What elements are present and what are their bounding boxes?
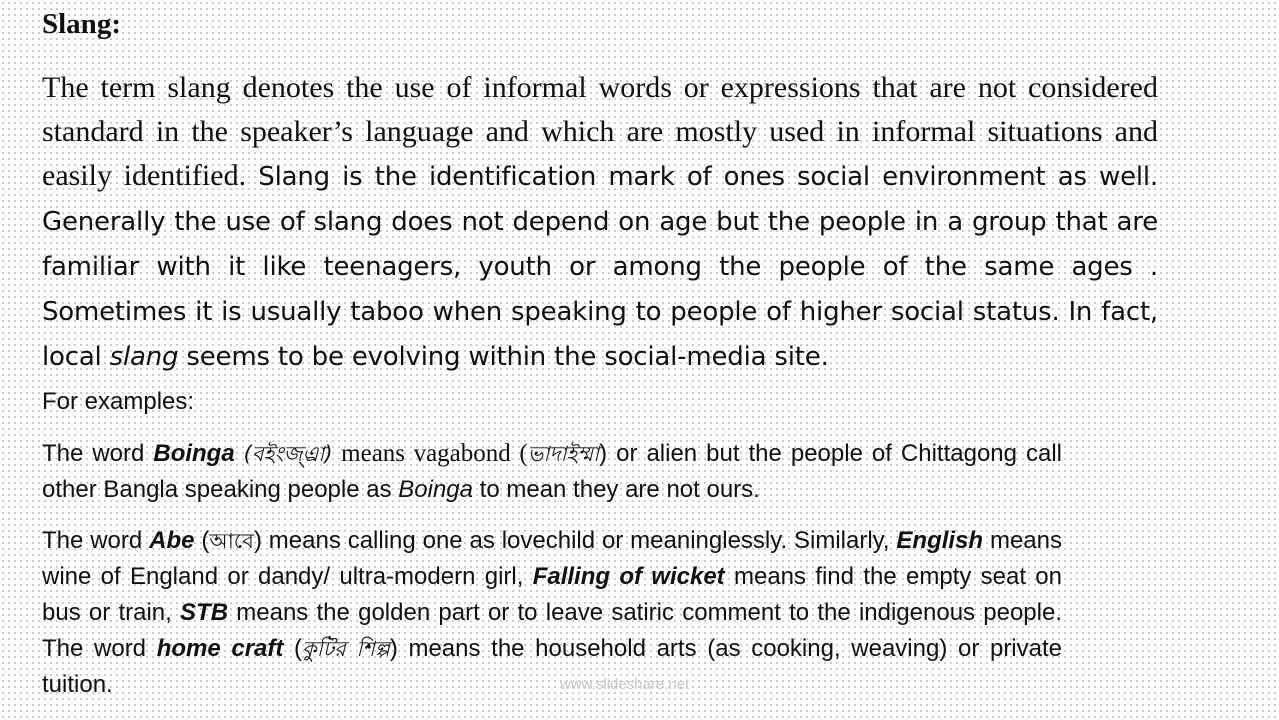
ex2-text-1: The word [42,527,150,554]
ex1-bangla-1: (বইংজ্এ্রা) [234,442,333,466]
ex1-text-2: means vagabond ( [332,440,528,467]
ex2-text-8: ) means the household arts (as cooking, weaving) or private tuition. [42,635,1062,698]
intro-paragraph [42,66,1158,379]
ex2-text-6: means the golden part or to leave satiric comment to the indigenous people. The word [42,599,1062,662]
ex2-term-english: English [896,527,984,554]
ex2-term-abe: Abe [149,527,195,554]
slide-title: Slang: [42,8,121,40]
ex1-text-1: The word [42,440,154,467]
ex2-text-7: ( [283,635,303,662]
ex2-text-2: ( [194,527,210,554]
ex1-text-3: ) or alien but the people of Chittagong call other Bangla speaking people as [42,440,1062,503]
ex1-term-boinga: Boinga [153,440,235,467]
example-abe [42,523,1062,703]
example-boinga [42,436,1062,508]
ex2-bangla-1: আবে [209,529,254,553]
ex2-text-5: means find the empty seat on bus or train, [42,563,1062,626]
intro-part-1: The term slang denotes the use of informal words or expressions that are not considered standard in the speaker’s language and which are mostly used in informal situations and easily identified. [42,71,1158,192]
ex2-text-4: means wine of England or dandy/ ultra-modern girl, [42,527,1062,590]
ex2-term-falling-of-wicket: Falling of wicket [532,563,725,590]
examples-label: For examples: [42,388,195,415]
ex1-term-boinga-2: Boinga [398,476,473,503]
ex2-text-3: ) means calling one as lovechild or meaninglessly. Similarly, [253,527,897,554]
intro-part-3: seems to be evolving within the social-media site. [178,342,829,372]
ex2-bangla-2: কুটির শিল্প [302,637,390,661]
intro-part-2: Slang is the identification mark of ones social environment as well. Generally the use of slang does not depend on age but the people in a group that are familiar with it like teenagers, youth or among the people of the same ages . Sometimes it is usually taboo when speaking to people of higher social status. In fact, local [42,162,1158,372]
ex2-term-home-craft: home craft [156,635,284,662]
intro-slang-italic: slang [109,342,179,372]
ex2-term-stb: STB [180,599,229,626]
watermark: www.slideshare.net [560,676,690,693]
ex1-bangla-2: ভাদাইম্মা [527,442,600,466]
ex1-text-4: to mean they are not ours. [473,476,760,503]
